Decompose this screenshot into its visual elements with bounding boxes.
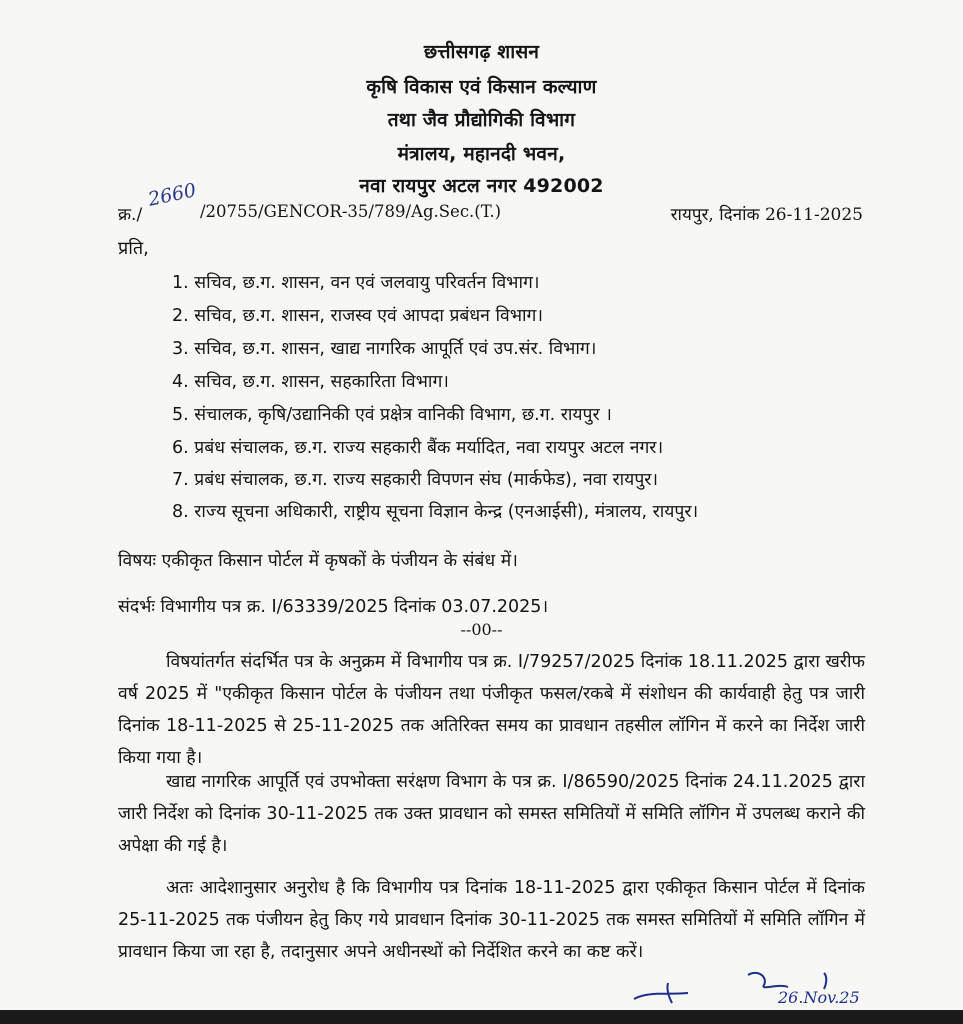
- letter-code: /20755/GENCOR-35/789/Ag.Sec.(T.): [200, 202, 502, 221]
- letterhead-department: कृषि विकास एवं किसान कल्याण: [366, 76, 597, 98]
- recipient-item: 4. सचिव, छ.ग. शासन, सहकारिता विभाग।: [172, 372, 449, 392]
- recipient-item: 2. सचिव, छ.ग. शासन, राजस्व एवं आपदा प्रबंधन विभाग।: [172, 306, 544, 326]
- signature-date: 26.Nov.25: [778, 988, 860, 1007]
- letterhead-city: नवा रायपुर अटल नगर 492002: [359, 175, 604, 197]
- to-label: प्रति,: [118, 238, 149, 259]
- place-date: रायपुर, दिनांक 26-11-2025: [670, 205, 863, 225]
- scan-bottom-edge: [0, 1010, 963, 1024]
- recipient-item: 1. सचिव, छ.ग. शासन, वन एवं जलवायु परिवर्तन विभाग।: [172, 273, 540, 293]
- recipient-item: 8. राज्य सूचना अधिकारी, राष्ट्रीय सूचना विज्ञान केन्द्र (एनआईसी), मंत्रालय, रायपुर।: [172, 502, 699, 522]
- signature-graphic: [628, 965, 918, 1009]
- recipient-item: 7. प्रबंध संचालक, छ.ग. राज्य सहकारी विपणन संघ (मार्कफेड), नवा रायपुर।: [172, 470, 659, 490]
- recipient-item: 6. प्रबंध संचालक, छ.ग. राज्य सहकारी बैंक मर्यादित, नवा रायपुर अटल नगर।: [172, 438, 664, 458]
- handwritten-letter-number: 2660: [146, 179, 199, 211]
- separator: --00--: [460, 620, 503, 639]
- reference-line-text: संदर्भः विभागीय पत्र क्र. I/63339/2025 दिनांक 03.07.2025।: [118, 597, 549, 617]
- subject-line: विषयः एकीकृत किसान पोर्टल में कृषकों के पंजीयन के संबंध में।: [118, 551, 518, 571]
- body-paragraph: अतः आदेशानुसार अनुरोध है कि विभागीय पत्र दिनांक 18-11-2025 द्वारा एकीकृत किसान पोर्टल में दिनांक 25-11-2025 तक पंजीयन हेतु किए गये प्रावधान दिनांक 30-11-2025 तक समस्त समितियों में समिति लॉगिन में प्रावधान किया जा रहा है, तदानुसार अपने अधीनस्थों को निर्देशित करने का कष्ट करें।: [118, 878, 865, 962]
- body-paragraph: विषयांतर्गत संदर्भित पत्र के अनुक्रम में विभागीय पत्र क्र. I/79257/2025 दिनांक 18.11.2025 द्वारा खरीफ वर्ष 2025 में "एकीकृत किसान पोर्टल के पंजीयन तथा पंजीकृत फसल/रकबे में संशोधन की कार्यवाही हेतु पत्र जारी दिनांक 18-11-2025 से 25-11-2025 तक अतिरिक्त समय का प्रावधान तहसील लॉगिन में करने का निर्देश जारी किया गया है।: [118, 652, 865, 768]
- body-paragraph: खाद्य नागरिक आपूर्ति एवं उपभोक्ता सरंक्षण विभाग के पत्र क्र. I/86590/2025 दिनांक 24.11.2025 द्वारा जारी निर्देश को दिनांक 30-11-2025 तक उक्त प्रावधान को समस्त समितियों में समिति लॉगिन में उपलब्ध कराने की अपेक्षा की गई है।: [118, 772, 865, 856]
- letterhead-department-cont: तथा जैव प्रौद्योगिकी विभाग: [387, 109, 576, 131]
- letterhead-government: छत्तीसगढ़ शासन: [423, 41, 540, 63]
- ref-prefix: क्र./: [118, 205, 143, 225]
- handwritten-signature: [628, 965, 918, 1009]
- recipient-item: 3. सचिव, छ.ग. शासन, खाद्य नागरिक आपूर्ति एवं उप.संर. विभाग।: [172, 339, 597, 359]
- recipient-item: 5. संचालक, कृषि/उद्यानिकी एवं प्रक्षेत्र वानिकी विभाग, छ.ग. रायपुर ।: [172, 405, 612, 425]
- letterhead-building: मंत्रालय, महानदी भवन,: [397, 143, 566, 165]
